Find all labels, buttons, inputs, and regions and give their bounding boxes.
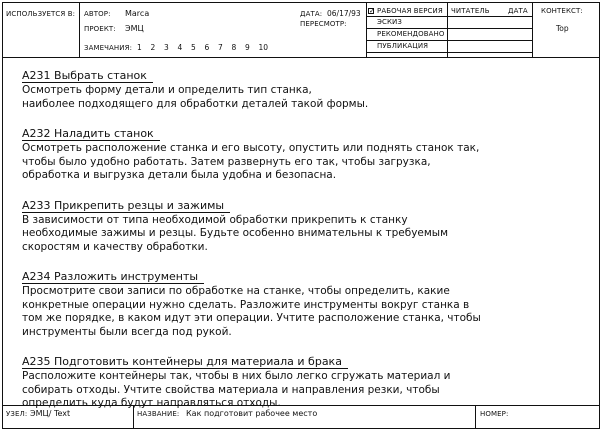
section-body <box>22 84 582 111</box>
section-title: A232 Наладить станок <box>22 127 160 141</box>
status-option-working: РАБОЧАЯ ВЕРСИЯ <box>377 7 443 15</box>
section-a234 <box>22 265 582 339</box>
context-value: Top <box>556 24 569 33</box>
note-number: 8 <box>231 43 237 52</box>
context-label: КОНТЕКСТ: <box>541 7 583 15</box>
section-title: A235 Подготовить контейнеры для материала и брака <box>22 355 348 369</box>
header-divider-used <box>79 2 80 57</box>
header-bottom-line <box>2 57 600 58</box>
text-line: обработка и выгрузка детали была удобна и безопасна. <box>22 169 337 181</box>
text-line: Расположите контейнеры так, чтобы в них было легко сгружать материал и <box>22 370 451 382</box>
note-number: 3 <box>164 43 169 52</box>
number-label: НОМЕР: <box>480 410 509 418</box>
notes-numbers <box>137 43 272 53</box>
text-line: том же порядке, в каком идут эти операции. Учтите расположение станка, чтобы <box>22 312 481 324</box>
section-a233 <box>22 194 582 255</box>
text-line: конкретные операции нужно сделать. Разложите инструменты вокруг станка в <box>22 298 470 311</box>
text-line: Просмотрите свои записи по обработке на станке, чтобы определить, какие <box>22 285 450 297</box>
note-number: 5 <box>191 43 196 52</box>
date-value: 06/17/93 <box>327 9 361 18</box>
note-number: 9 <box>245 43 250 52</box>
text-line: определить куда будут направляться отходы. <box>22 397 281 409</box>
section-body <box>22 142 582 183</box>
header-divider-status <box>366 2 367 57</box>
text-line: инструменты были всегда под рукой. <box>22 325 232 338</box>
status-row-line-2 <box>366 28 532 29</box>
content-area <box>22 64 582 422</box>
header-divider-reader <box>447 2 448 57</box>
text-line: Осмотреть форму детали и определить тип станка, <box>22 84 312 96</box>
header-divider-context <box>532 2 533 57</box>
text-line: необходимые зажимы и резцы. Будьте особенно внимательны к требуемым <box>22 227 449 239</box>
reader-label: ЧИТАТЕЛЬ <box>451 7 490 15</box>
revision-label: ПЕРЕСМОТР: <box>300 20 347 28</box>
title-value: Как подготовит рабочее место <box>186 409 318 418</box>
note-number: 10 <box>258 43 269 52</box>
used-at-label: ИСПОЛЬЗУЕТСЯ В: <box>6 10 76 18</box>
section-a235 <box>22 350 582 411</box>
text-line: Осмотреть расположение станка и его высоту, опустить или поднять станок так, <box>22 142 480 154</box>
reader-date-label: ДАТА <box>508 7 528 15</box>
node-label: УЗЕЛ: <box>6 410 28 418</box>
notes-label: ЗАМЕЧАНИЯ: <box>84 44 133 52</box>
text-line: чтобы было удобно работать. Затем развернуть его так, чтобы загрузка, <box>22 155 431 168</box>
project-value: ЭМЦ <box>125 24 144 33</box>
note-number: 7 <box>218 43 223 52</box>
footer-divider-title <box>133 405 134 429</box>
note-number: 4 <box>177 43 183 52</box>
project-label: ПРОЕКТ: <box>84 25 116 33</box>
section-title: A234 Разложить инструменты <box>22 270 204 284</box>
note-number: 1 <box>137 43 142 52</box>
note-number: 6 <box>204 43 210 52</box>
section-title: A233 Прикрепить резцы и зажимы <box>22 199 230 213</box>
status-row-line-3 <box>366 40 532 41</box>
status-option-recommended: РЕКОМЕНДОВАНО <box>377 30 445 38</box>
section-title: A231 Выбрать станок <box>22 69 153 83</box>
author-value: Marca <box>125 9 150 18</box>
note-number: 2 <box>150 43 156 52</box>
status-checkbox-working[interactable]: ✓ <box>369 7 375 15</box>
footer-divider-number <box>475 405 476 429</box>
node-value: ЭМЦ/ Text <box>30 409 71 418</box>
section-a232 <box>22 122 582 183</box>
status-option-draft: ЭСКИЗ <box>377 18 402 26</box>
section-body <box>22 285 582 339</box>
text-line: В зависимости от типа необходимой обработки прикрепить к станку <box>22 213 408 226</box>
text-line: собирать отходы. Учтите свойства материала и направления резки, чтобы <box>22 383 440 396</box>
section-a231 <box>22 64 582 111</box>
author-label: АВТОР: <box>84 10 111 18</box>
status-row-line-1 <box>366 16 532 17</box>
text-line: наиболее подходящего для обработки деталей такой формы. <box>22 97 369 110</box>
section-body <box>22 214 582 255</box>
text-line: скоростям и качеству обработки. <box>22 240 208 253</box>
date-label: ДАТА: <box>300 10 323 18</box>
title-label: НАЗВАНИЕ: <box>137 410 180 418</box>
status-option-publication: ПУБЛИКАЦИЯ <box>377 42 429 50</box>
status-row-line-4 <box>366 52 532 53</box>
footer-top-line <box>2 405 600 406</box>
